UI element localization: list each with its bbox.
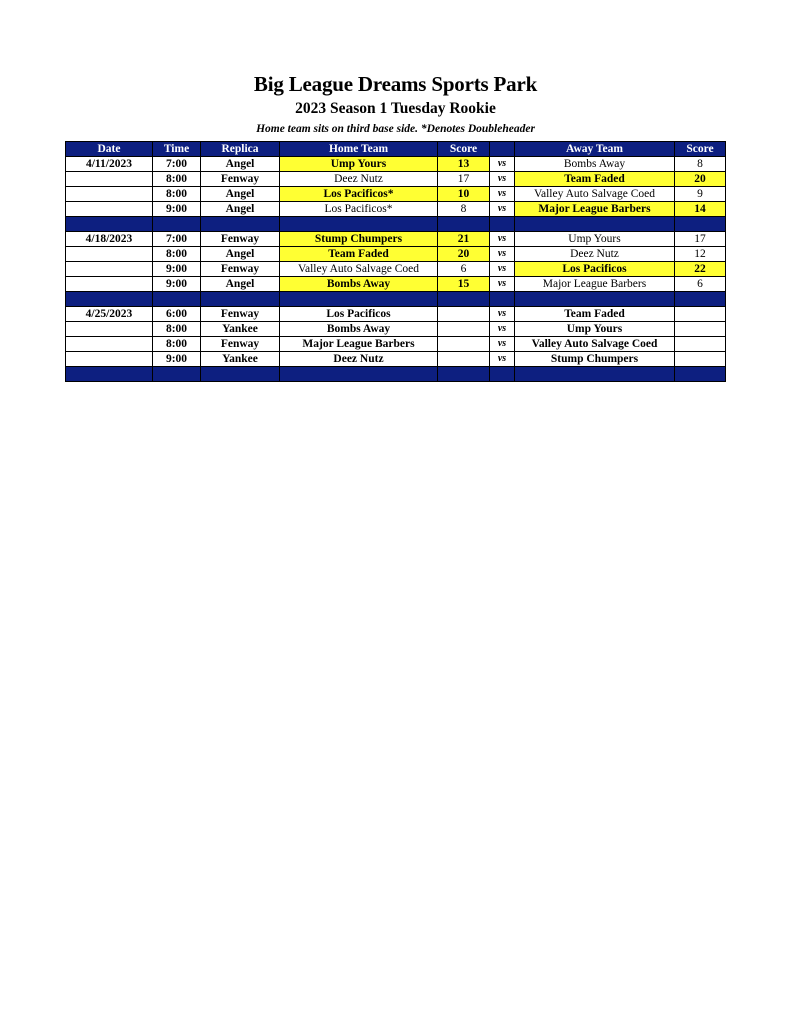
time-cell: 8:00 [153,247,201,262]
separator-cell [515,367,675,382]
date-cell [66,247,153,262]
game-row [66,262,726,277]
vs-cell: vs [490,262,515,277]
schedule-note: Home team sits on third base side. *Denotes Doubleheader [256,123,535,135]
home-score-cell [438,322,490,337]
separator-cell [280,367,438,382]
date-cell [66,352,153,367]
separator-cell [66,217,153,232]
separator-cell [438,367,490,382]
separator-cell [66,292,153,307]
vs-cell: vs [490,172,515,187]
game-row [66,232,726,247]
home-team-cell: Team Faded [280,247,438,262]
game-row [66,157,726,172]
home-team-cell: Deez Nutz [280,172,438,187]
replica-cell: Fenway [201,232,280,247]
separator-cell [490,292,515,307]
away-team-cell: Valley Auto Salvage Coed [515,337,675,352]
replica-cell: Angel [201,247,280,262]
schedule-body [66,157,726,382]
time-cell: 8:00 [153,322,201,337]
separator-cell [280,217,438,232]
col-header-home-team: Home Team [280,142,438,157]
separator-cell [490,367,515,382]
week-separator-row [66,367,726,382]
vs-cell: vs [490,337,515,352]
separator-cell [201,292,280,307]
vs-cell: vs [490,187,515,202]
separator-cell [438,217,490,232]
page-title: Big League Dreams Sports Park [253,72,538,96]
home-score-cell: 10 [438,187,490,202]
time-cell: 9:00 [153,202,201,217]
vs-cell: vs [490,277,515,292]
away-score-cell: 9 [675,187,726,202]
away-score-cell: 17 [675,232,726,247]
vs-cell: vs [490,232,515,247]
game-row [66,337,726,352]
vs-cell: vs [490,322,515,337]
replica-cell: Yankee [201,322,280,337]
separator-cell [675,367,726,382]
replica-cell: Yankee [201,352,280,367]
home-team-cell: Major League Barbers [280,337,438,352]
header-row [66,142,726,157]
away-score-cell: 20 [675,172,726,187]
away-score-cell [675,352,726,367]
replica-cell: Fenway [201,337,280,352]
date-cell [66,337,153,352]
date-cell: 4/18/2023 [66,232,153,247]
home-score-cell: 17 [438,172,490,187]
replica-cell: Angel [201,187,280,202]
date-cell [66,262,153,277]
away-team-cell: Los Pacificos [515,262,675,277]
away-team-cell: Ump Yours [515,232,675,247]
week-separator-row [66,292,726,307]
time-cell: 7:00 [153,232,201,247]
schedule-table [65,141,726,382]
separator-cell [153,217,201,232]
home-team-cell: Ump Yours [280,157,438,172]
away-team-cell: Ump Yours [515,322,675,337]
vs-cell: vs [490,202,515,217]
date-cell [66,322,153,337]
away-team-cell: Valley Auto Salvage Coed [515,187,675,202]
away-score-cell: 6 [675,277,726,292]
away-team-cell: Major League Barbers [515,202,675,217]
home-team-cell: Los Pacificos* [280,202,438,217]
away-score-cell: 14 [675,202,726,217]
home-score-cell: 20 [438,247,490,262]
home-score-cell: 8 [438,202,490,217]
home-team-cell: Los Pacificos* [280,187,438,202]
game-row [66,307,726,322]
home-score-cell: 6 [438,262,490,277]
replica-cell: Fenway [201,307,280,322]
date-cell [66,277,153,292]
separator-cell [438,292,490,307]
col-header-date: Date [66,142,153,157]
game-row [66,352,726,367]
date-cell [66,187,153,202]
date-cell: 4/11/2023 [66,157,153,172]
vs-cell: vs [490,247,515,262]
separator-cell [515,292,675,307]
replica-cell: Angel [201,277,280,292]
separator-cell [515,217,675,232]
replica-cell: Fenway [201,262,280,277]
separator-cell [201,217,280,232]
away-score-cell: 12 [675,247,726,262]
vs-cell: vs [490,307,515,322]
time-cell: 9:00 [153,262,201,277]
game-row [66,202,726,217]
away-score-cell: 8 [675,157,726,172]
replica-cell: Angel [201,157,280,172]
col-header-away-team: Away Team [515,142,675,157]
separator-cell [153,292,201,307]
time-cell: 7:00 [153,157,201,172]
col-header-replica: Replica [201,142,280,157]
replica-cell: Angel [201,202,280,217]
away-team-cell: Major League Barbers [515,277,675,292]
separator-cell [280,292,438,307]
home-score-cell [438,352,490,367]
home-score-cell: 15 [438,277,490,292]
time-cell: 8:00 [153,172,201,187]
vs-cell: vs [490,157,515,172]
away-score-cell: 22 [675,262,726,277]
away-team-cell: Team Faded [515,307,675,322]
separator-cell [675,217,726,232]
home-team-cell: Stump Chumpers [280,232,438,247]
home-team-cell: Bombs Away [280,277,438,292]
date-cell [66,172,153,187]
col-header-time: Time [153,142,201,157]
game-row [66,247,726,262]
separator-cell [66,367,153,382]
vs-cell: vs [490,352,515,367]
home-score-cell: 21 [438,232,490,247]
away-team-cell: Deez Nutz [515,247,675,262]
home-team-cell: Los Pacificos [280,307,438,322]
game-row [66,172,726,187]
home-score-cell: 13 [438,157,490,172]
home-team-cell: Deez Nutz [280,352,438,367]
col-header-vs [490,142,515,157]
replica-cell: Fenway [201,172,280,187]
time-cell: 6:00 [153,307,201,322]
home-score-cell [438,307,490,322]
game-row [66,277,726,292]
page-subtitle: 2023 Season 1 Tuesday Rookie [295,100,496,117]
col-header-home-score: Score [438,142,490,157]
separator-cell [153,367,201,382]
col-header-away-score: Score [675,142,726,157]
time-cell: 9:00 [153,352,201,367]
away-team-cell: Stump Chumpers [515,352,675,367]
away-score-cell [675,337,726,352]
away-score-cell [675,307,726,322]
time-cell: 9:00 [153,277,201,292]
away-team-cell: Team Faded [515,172,675,187]
separator-cell [490,217,515,232]
game-row [66,322,726,337]
time-cell: 8:00 [153,187,201,202]
away-score-cell [675,322,726,337]
date-cell [66,202,153,217]
time-cell: 8:00 [153,337,201,352]
home-team-cell: Bombs Away [280,322,438,337]
away-team-cell: Bombs Away [515,157,675,172]
week-separator-row [66,217,726,232]
separator-cell [675,292,726,307]
date-cell: 4/25/2023 [66,307,153,322]
separator-cell [201,367,280,382]
game-row [66,187,726,202]
home-team-cell: Valley Auto Salvage Coed [280,262,438,277]
home-score-cell [438,337,490,352]
